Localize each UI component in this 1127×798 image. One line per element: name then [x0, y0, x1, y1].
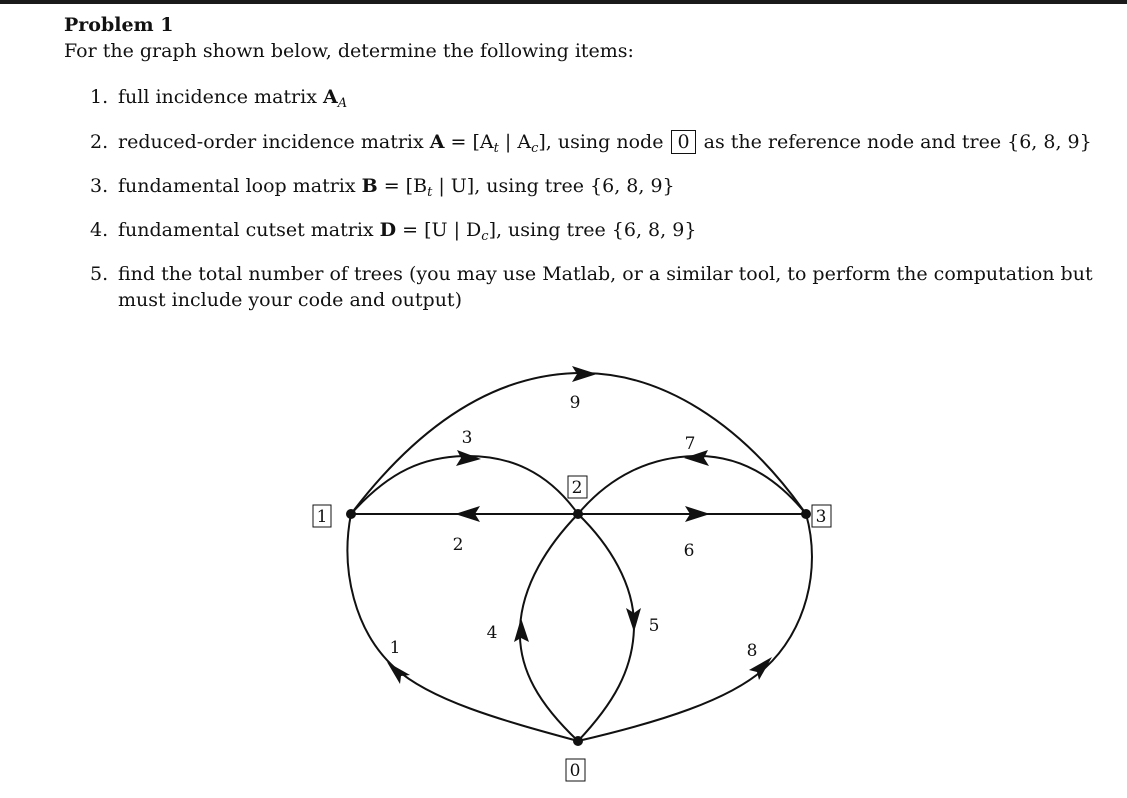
- edge-label-5: 5: [648, 616, 660, 636]
- item-number: 1.: [90, 86, 109, 108]
- equation-part: = [A: [444, 131, 494, 153]
- node-0-dot: [573, 736, 583, 746]
- node-label-2: 2: [571, 478, 583, 498]
- item-text: full incidence matrix: [118, 86, 323, 108]
- equation-part: ], using node: [538, 131, 670, 153]
- item-number: 5.: [90, 263, 109, 285]
- edge-4: [520, 514, 578, 741]
- node-1-dot: [346, 509, 356, 519]
- item-text: as the reference node and tree {6, 8, 9}: [697, 131, 1092, 153]
- subscript: t: [427, 185, 433, 200]
- problem-title: Problem 1: [64, 14, 174, 36]
- item-text-line1: find the total number of trees (you may use Matlab, or a similar tool, to perform the computation but: [118, 263, 1093, 285]
- matrix-symbol: A: [429, 131, 445, 153]
- edge-label-8: 8: [746, 641, 758, 661]
- problem-intro: For the graph shown below, determine the following items:: [64, 40, 634, 62]
- matrix-symbol: D: [379, 219, 397, 241]
- edge-5: [578, 514, 634, 741]
- equation-part: ], using tree {6, 8, 9}: [488, 219, 697, 241]
- edge-label-7: 7: [684, 434, 696, 454]
- arrow-edge-3: [456, 450, 481, 466]
- edge-label-4: 4: [486, 623, 498, 643]
- edge-label-6: 6: [683, 541, 695, 561]
- edge-label-3: 3: [461, 428, 473, 448]
- edge-3: [351, 456, 578, 514]
- edge-label-9: 9: [569, 393, 581, 413]
- matrix-subscript: A: [337, 96, 348, 111]
- node-2-dot: [573, 509, 583, 519]
- edge-8: [578, 514, 812, 741]
- subscript: c: [531, 141, 539, 156]
- equation-part: = [U | D: [396, 219, 482, 241]
- item-text: reduced-order incidence matrix: [118, 131, 430, 153]
- edge-7: [578, 456, 806, 514]
- arrow-edge-4: [514, 618, 529, 642]
- item-number: 2.: [90, 131, 109, 153]
- equation-part: | U], using tree {6, 8, 9}: [432, 175, 675, 197]
- node-3-dot: [801, 509, 811, 519]
- arrow-edge-1: [387, 662, 410, 684]
- matrix-symbol: B: [361, 175, 378, 197]
- subscript: t: [493, 141, 499, 156]
- edge-label-1: 1: [389, 638, 401, 658]
- edge-label-2: 2: [452, 535, 464, 555]
- equation-part: | A: [498, 131, 532, 153]
- item-number: 4.: [90, 219, 109, 241]
- equation-part: = [B: [377, 175, 428, 197]
- subscript: c: [481, 229, 489, 244]
- item-text: fundamental loop matrix: [118, 175, 362, 197]
- edge-arrowheads: [387, 366, 772, 684]
- item-number: 3.: [90, 175, 109, 197]
- matrix-symbol: A: [322, 86, 338, 108]
- item-text-line2: must include your code and output): [118, 289, 462, 311]
- node-label-0: 0: [569, 761, 581, 781]
- node-label-3: 3: [815, 507, 827, 527]
- node-label-1: 1: [316, 507, 328, 527]
- item-text: fundamental cutset matrix: [118, 219, 380, 241]
- reference-node-box: 0: [671, 130, 695, 154]
